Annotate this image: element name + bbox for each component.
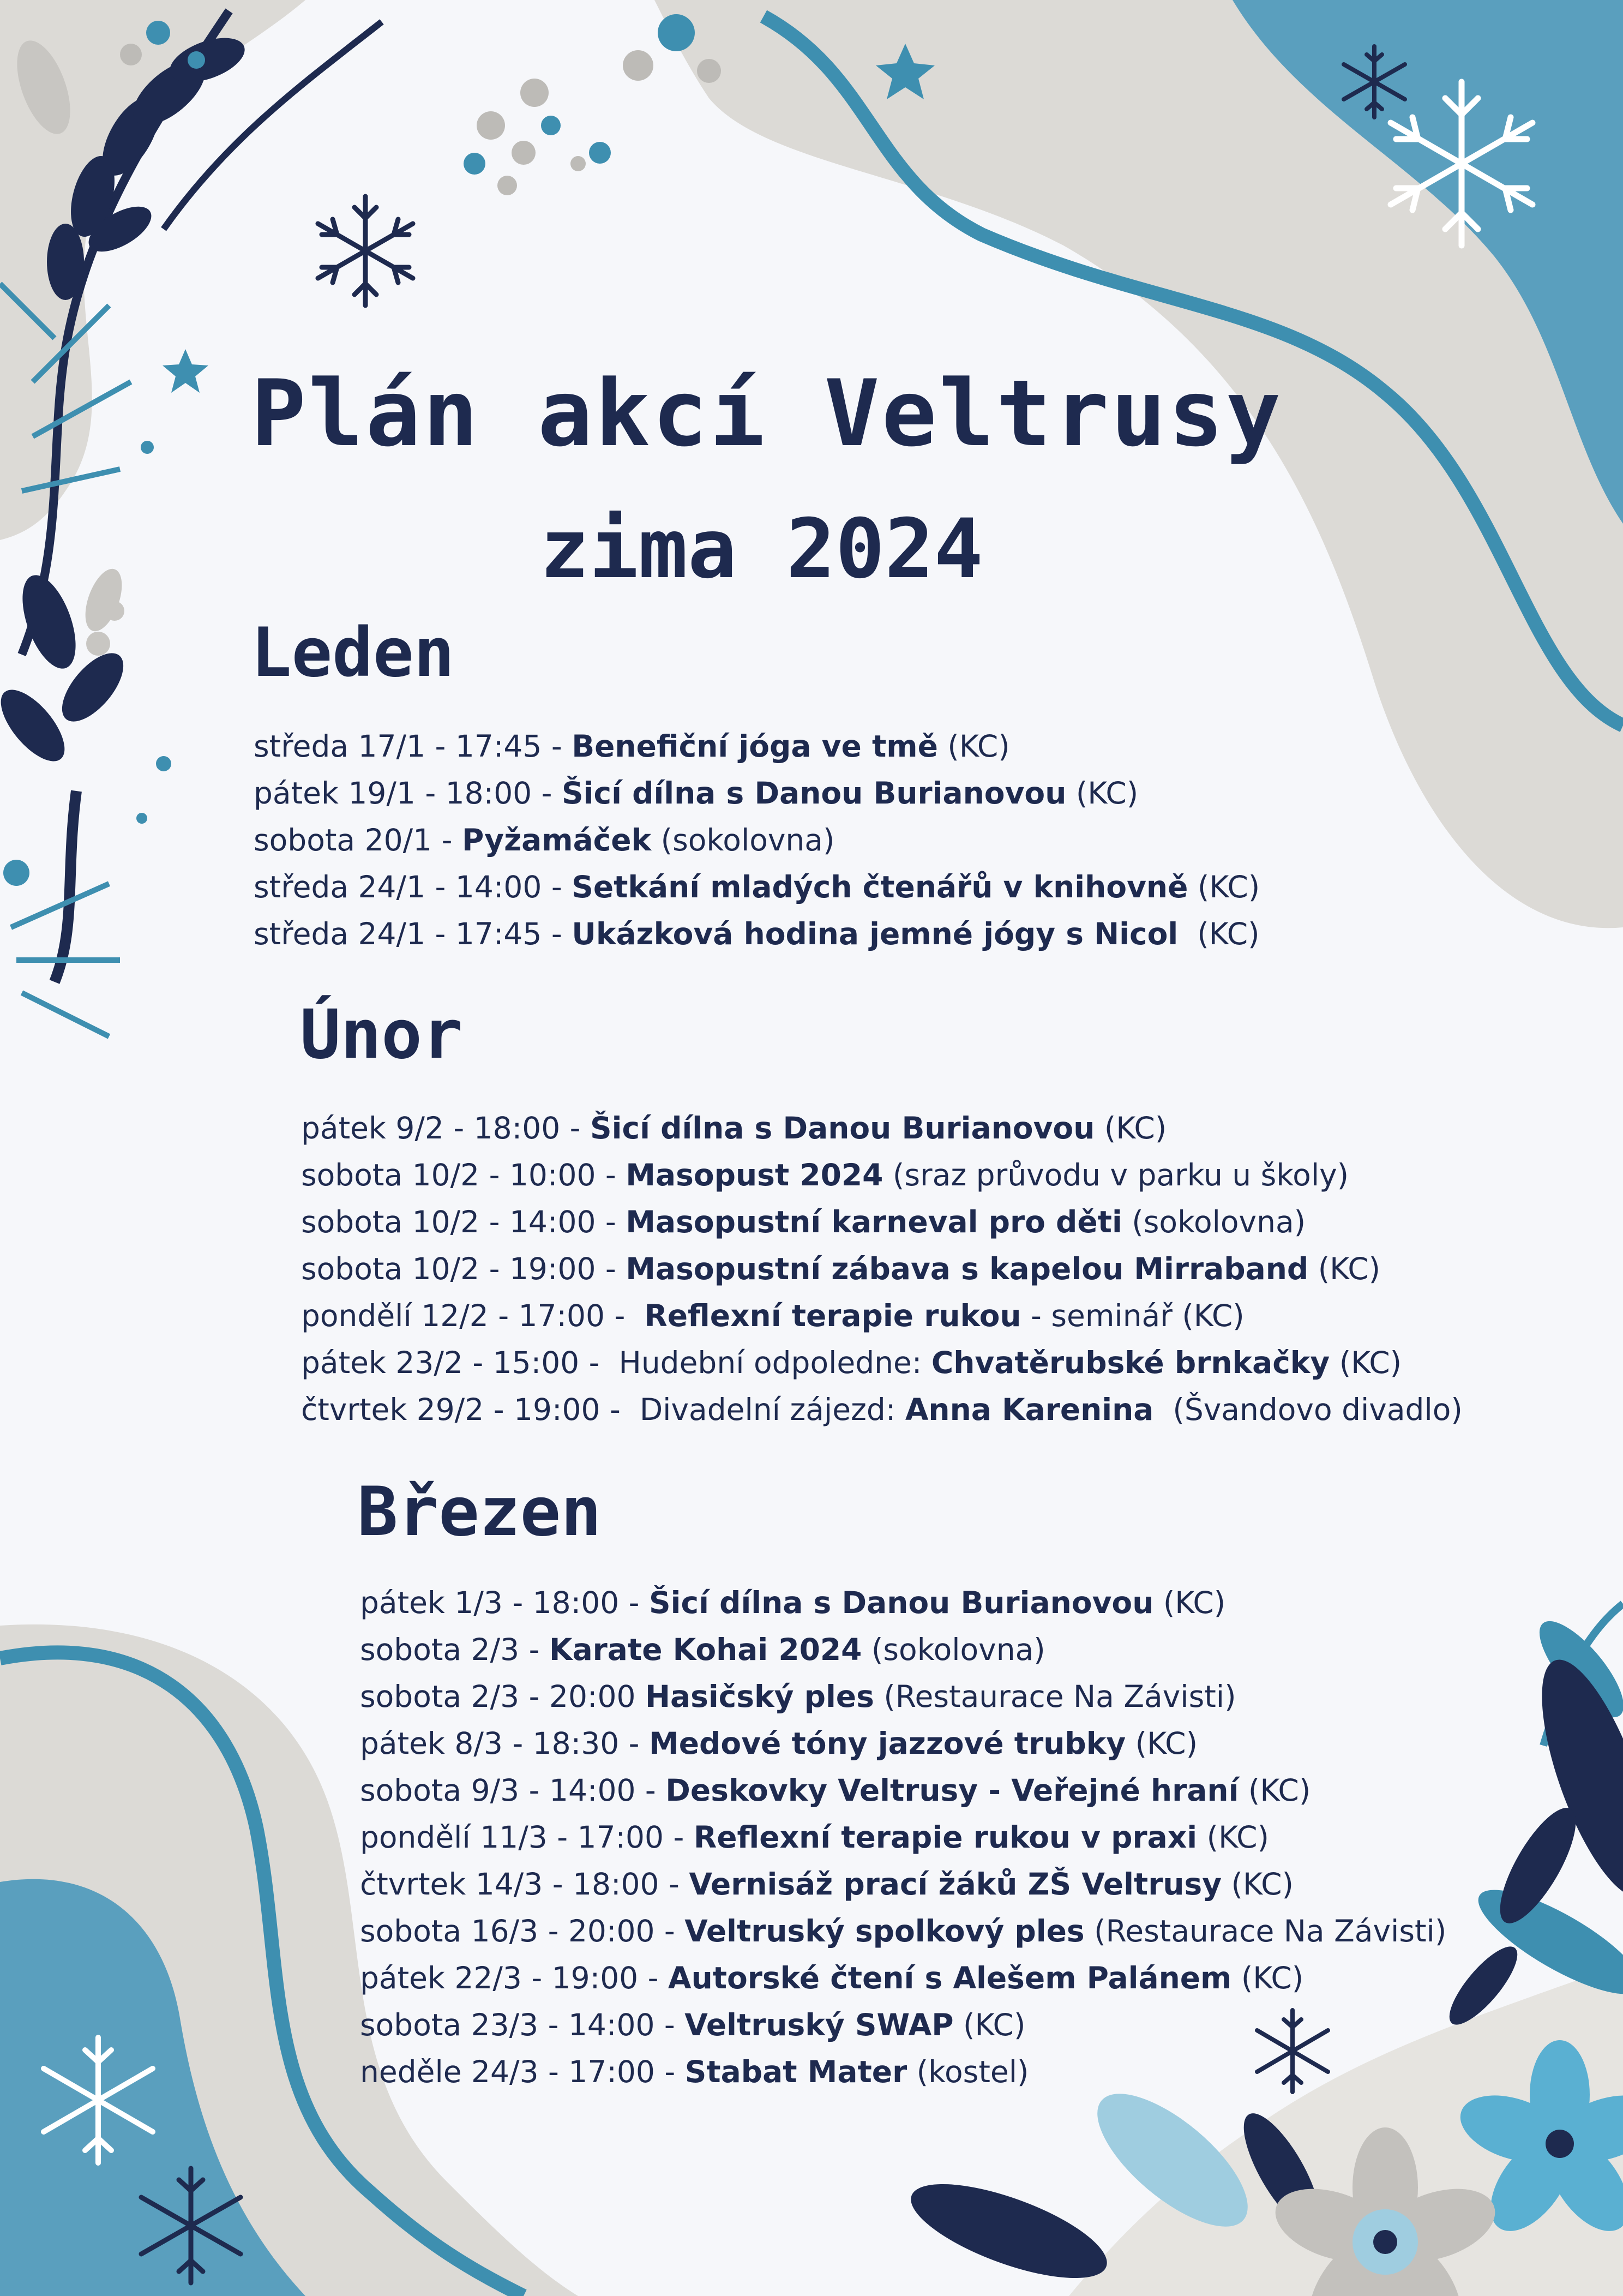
event-item: pondělí 12/2 - 17:00 - Reflexní terapie rukou - seminář (KC) [301,1298,1245,1333]
event-item: pátek 9/2 - 18:00 - Šicí dílna s Danou Burianovou (KC) [301,1111,1167,1146]
event-item: pátek 19/1 - 18:00 - Šicí dílna s Danou Burianovou (KC) [254,776,1139,811]
event-item: středa 24/1 - 14:00 - Setkání mladých čtenářů v knihovně (KC) [254,870,1260,904]
snowflake-icon [318,196,413,305]
event-item: neděle 24/3 - 17:00 - Stabat Mater (kostel) [360,2054,1029,2089]
page-subtitle: zima 2024 [540,502,983,597]
event-item: sobota 10/2 - 19:00 - Masopustní zábava s kapelou Mirraband (KC) [301,1251,1381,1286]
page-title: Plán akcí Veltrusy [251,360,1283,467]
event-item: pátek 23/2 - 15:00 - Hudební odpoledne: Chvatěrubské brnkačky (KC) [301,1345,1402,1380]
event-item: pátek 8/3 - 18:30 - Medové tóny jazzové trubky (KC) [360,1726,1198,1761]
event-item: sobota 10/2 - 14:00 - Masopustní karneval pro děti (sokolovna) [301,1204,1306,1239]
event-list-leden [254,723,1260,957]
event-item: sobota 16/3 - 20:00 - Veltruský spolkový ples (Restaurace Na Závisti) [360,1914,1447,1949]
month-heading-brezen: Březen [357,1473,602,1551]
event-item: sobota 9/3 - 14:00 - Deskovky Veltrusy - Veřejné hraní (KC) [360,1773,1311,1808]
event-item: pondělí 11/3 - 17:00 - Reflexní terapie rukou v praxi (KC) [360,1820,1269,1855]
event-item: čtvrtek 14/3 - 18:00 - Vernisáž prací žáků ZŠ Veltrusy (KC) [360,1867,1294,1902]
event-item: středa 17/1 - 17:45 - Benefiční jóga ve tmě (KC) [254,729,1010,764]
event-item: středa 24/1 - 17:45 - Ukázková hodina jemné jógy s Nicol (KC) [254,916,1260,951]
event-item: pátek 22/3 - 19:00 - Autorské čtení s Alešem Palánem (KC) [360,1961,1304,1995]
event-list-unor [301,1105,1463,1433]
event-item: sobota 20/1 - Pyžamáček (sokolovna) [254,823,835,858]
event-item: pátek 1/3 - 18:00 - Šicí dílna s Danou Burianovou (KC) [360,1585,1226,1620]
event-item: čtvrtek 29/2 - 19:00 - Divadelní zájezd: Anna Karenina (Švandovo divadlo) [301,1392,1463,1427]
event-item: sobota 2/3 - Karate Kohai 2024 (sokolovna) [360,1632,1045,1667]
month-heading-leden: Leden [251,614,455,692]
event-item: sobota 2/3 - 20:00 Hasičský ples (Restaurace Na Závisti) [360,1679,1236,1714]
event-item: sobota 10/2 - 10:00 - Masopust 2024 (sraz průvodu v parku u školy) [301,1158,1349,1192]
event-item: sobota 23/3 - 14:00 - Veltruský SWAP (KC) [360,2007,1026,2042]
event-list-brezen [360,1579,1446,2095]
month-heading-unor: Únor [300,996,463,1074]
